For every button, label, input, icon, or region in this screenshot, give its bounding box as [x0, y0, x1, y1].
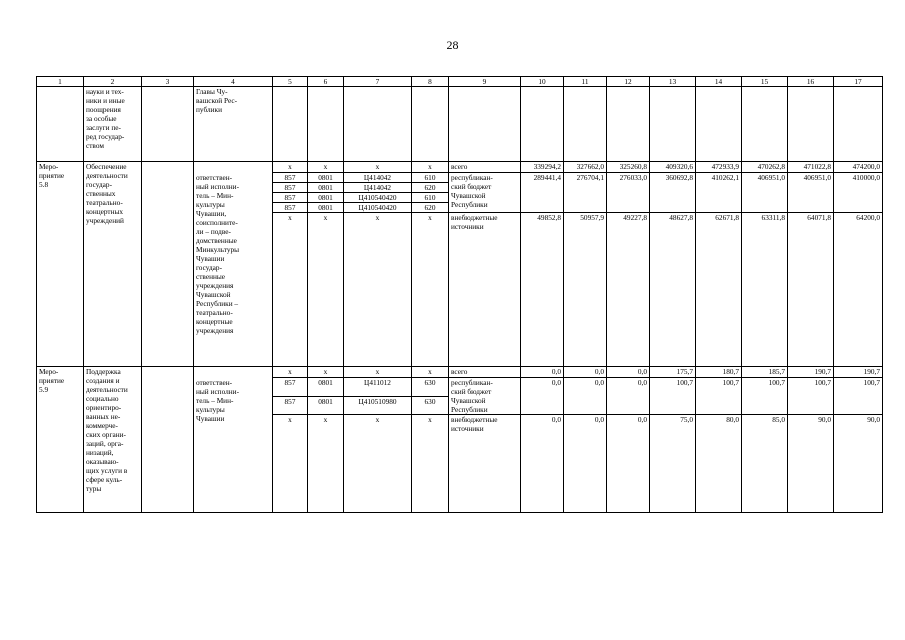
value-cell: 175,7: [650, 367, 696, 378]
code-c7: Ц410540420: [344, 193, 412, 203]
code-c6: х: [308, 367, 344, 378]
value-cell: 0,0: [564, 367, 607, 378]
column-header-7: 7: [344, 77, 412, 87]
cell-empty: [142, 367, 194, 513]
code-c7: Ц410510980: [344, 396, 412, 415]
column-header-14: 14: [696, 77, 742, 87]
code-c5: х: [273, 415, 308, 513]
cell-empty: [696, 87, 742, 162]
value-cell: 325260,8: [607, 162, 650, 173]
cell-empty: [650, 87, 696, 162]
code-c5: 857: [273, 396, 308, 415]
code-c8: х: [412, 162, 449, 173]
source-label: республикан- ский бюджет Чувашской Республики: [449, 378, 521, 415]
cell-empty: [142, 162, 194, 367]
code-c8: 620: [412, 183, 449, 193]
value-cell: 276033,0: [607, 173, 650, 213]
code-c5: х: [273, 367, 308, 378]
value-cell: 180,7: [696, 367, 742, 378]
value-cell: 470262,8: [742, 162, 788, 173]
continued-name: науки и тех- ники и иные поощрения за особые заслуги пе- ред государ- ством: [84, 87, 142, 162]
value-cell: 190,7: [834, 367, 883, 378]
column-header-9: 9: [449, 77, 521, 87]
source-label: внебюджетные источники: [449, 213, 521, 367]
value-cell: 100,7: [788, 378, 834, 415]
value-cell: 276704,1: [564, 173, 607, 213]
value-cell: 327662,0: [564, 162, 607, 173]
value-cell: 0,0: [564, 415, 607, 513]
cell-empty: [344, 87, 412, 162]
value-cell: 85,0: [742, 415, 788, 513]
measure-code: Меро- приятие 5.8: [37, 162, 84, 367]
code-c7: Ц414042: [344, 173, 412, 183]
code-c6: 0801: [308, 193, 344, 203]
code-c7: х: [344, 213, 412, 367]
code-c6: х: [308, 213, 344, 367]
column-header-12: 12: [607, 77, 650, 87]
code-c5: х: [273, 162, 308, 173]
column-header-3: 3: [142, 77, 194, 87]
value-cell: 474200,0: [834, 162, 883, 173]
code-c7: Ц410540420: [344, 203, 412, 213]
cell-empty: [564, 87, 607, 162]
code-c8: х: [412, 415, 449, 513]
cell-empty: [194, 162, 273, 173]
value-cell: 409320,6: [650, 162, 696, 173]
column-header-6: 6: [308, 77, 344, 87]
code-c8: х: [412, 213, 449, 367]
responsible-executor: ответствен- ный исполни- тель – Мин- культуры Чувашии, соисполните- ли – подве- домственные Минкультуры Чувашии государ- ственные учреждения Чувашской Республики – театрально- концертные учреждения: [194, 173, 273, 367]
table-row: [37, 367, 883, 378]
source-label: внебюджетные источники: [449, 415, 521, 513]
code-c8: 630: [412, 378, 449, 397]
cell-empty: [788, 87, 834, 162]
value-cell: 406951,0: [788, 173, 834, 213]
column-header-1: 1: [37, 77, 84, 87]
column-header-17: 17: [834, 77, 883, 87]
code-c7: Ц414042: [344, 183, 412, 193]
cell-empty: [37, 87, 84, 162]
value-cell: 50957,9: [564, 213, 607, 367]
cell-empty: [142, 87, 194, 162]
value-cell: 185,7: [742, 367, 788, 378]
value-cell: 0,0: [607, 367, 650, 378]
code-c6: х: [308, 162, 344, 173]
cell-empty: [742, 87, 788, 162]
value-cell: 190,7: [788, 367, 834, 378]
value-cell: 100,7: [742, 378, 788, 415]
value-cell: 64071,8: [788, 213, 834, 367]
measure-code: Меро- приятие 5.9: [37, 367, 84, 513]
value-cell: 0,0: [521, 378, 564, 415]
code-c5: 857: [273, 173, 308, 183]
value-cell: 49227,8: [607, 213, 650, 367]
cell-empty: [449, 87, 521, 162]
code-c5: 857: [273, 193, 308, 203]
value-cell: 62671,8: [696, 213, 742, 367]
measure-name: Обеспечение деятельности государ- ственных театрально- концертных учреждений: [84, 162, 142, 367]
cell-empty: [834, 87, 883, 162]
code-c5: 857: [273, 183, 308, 193]
value-cell: 63311,8: [742, 213, 788, 367]
code-c6: х: [308, 415, 344, 513]
code-c8: х: [412, 367, 449, 378]
code-c8: 610: [412, 193, 449, 203]
value-cell: 49852,8: [521, 213, 564, 367]
value-cell: 0,0: [607, 415, 650, 513]
cell-empty: [273, 87, 308, 162]
code-c7: х: [344, 162, 412, 173]
code-c7: х: [344, 367, 412, 378]
measure-name: Поддержка создания и деятельности социально ориентиро- ванных не- коммерче- ских органи- заций, орга- низаций, оказываю- щих услуги в сфере куль- туры: [84, 367, 142, 513]
code-c8: 610: [412, 173, 449, 183]
page-number: 28: [446, 38, 459, 52]
continued-responsible: Главы Чу- вашской Рес- публики: [194, 87, 273, 162]
value-cell: 0,0: [521, 367, 564, 378]
value-cell: 64200,0: [834, 213, 883, 367]
cell-empty: [308, 87, 344, 162]
code-c6: 0801: [308, 378, 344, 397]
code-c7: х: [344, 415, 412, 513]
value-cell: 0,0: [521, 415, 564, 513]
value-cell: 471022,8: [788, 162, 834, 173]
code-c8: 630: [412, 396, 449, 415]
code-c6: 0801: [308, 203, 344, 213]
value-cell: 472933,9: [696, 162, 742, 173]
value-cell: 48627,8: [650, 213, 696, 367]
cell-empty: [194, 367, 273, 378]
value-cell: 410000,0: [834, 173, 883, 213]
value-cell: 80,0: [696, 415, 742, 513]
budget-table: [36, 76, 883, 513]
cell-empty: [412, 87, 449, 162]
column-header-13: 13: [650, 77, 696, 87]
table-row: [37, 87, 883, 162]
value-cell: 75,0: [650, 415, 696, 513]
value-cell: 100,7: [834, 378, 883, 415]
value-cell: 406951,0: [742, 173, 788, 213]
value-cell: 0,0: [564, 378, 607, 415]
value-cell: 289441,4: [521, 173, 564, 213]
value-cell: 100,7: [650, 378, 696, 415]
value-cell: 410262,1: [696, 173, 742, 213]
column-header-10: 10: [521, 77, 564, 87]
source-label: всего: [449, 162, 521, 173]
source-label: всего: [449, 367, 521, 378]
column-header-16: 16: [788, 77, 834, 87]
code-c5: 857: [273, 203, 308, 213]
cell-empty: [607, 87, 650, 162]
code-c7: Ц411012: [344, 378, 412, 397]
responsible-executor: ответствен- ный исполни- тель – Мин- культуры Чувашии: [194, 378, 273, 513]
value-cell: 100,7: [696, 378, 742, 415]
value-cell: 360692,8: [650, 173, 696, 213]
column-header-4: 4: [194, 77, 273, 87]
code-c8: 620: [412, 203, 449, 213]
code-c5: х: [273, 213, 308, 367]
code-c6: 0801: [308, 396, 344, 415]
column-header-15: 15: [742, 77, 788, 87]
column-header-5: 5: [273, 77, 308, 87]
table-row: [37, 162, 883, 173]
column-header-2: 2: [84, 77, 142, 87]
code-c6: 0801: [308, 173, 344, 183]
cell-empty: [521, 87, 564, 162]
table-header-row: [37, 77, 883, 87]
source-label: республикан- ский бюджет Чувашской Республики: [449, 173, 521, 213]
value-cell: 0,0: [607, 378, 650, 415]
value-cell: 90,0: [788, 415, 834, 513]
column-header-11: 11: [564, 77, 607, 87]
code-c5: 857: [273, 378, 308, 397]
value-cell: 90,0: [834, 415, 883, 513]
code-c6: 0801: [308, 183, 344, 193]
value-cell: 339294,2: [521, 162, 564, 173]
column-header-8: 8: [412, 77, 449, 87]
